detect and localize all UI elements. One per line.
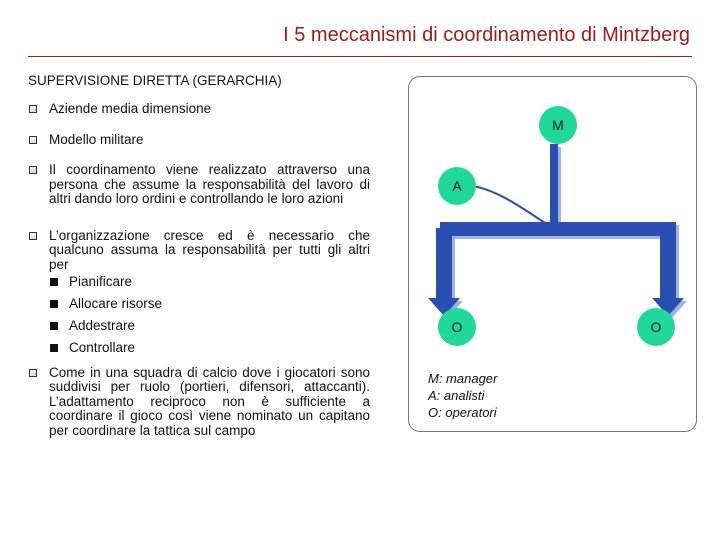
analyst-connector xyxy=(472,186,550,226)
legend-operators: O: operatori xyxy=(428,405,497,420)
bullet-text: Come in una squadra di calcio dove i giocatori sono suddivisi per ruolo (portieri, difensori, attaccanti). L’adattamento reciproco non è sufficiente a coordinare il gioco così viene nominato un capitano per coordinare la tattica sul campo xyxy=(49,364,370,438)
operator-node-right: O xyxy=(637,308,675,346)
manager-stem xyxy=(550,144,558,228)
analyst-node: A xyxy=(438,167,476,205)
diagram-legend xyxy=(428,370,497,421)
sub-bullet-text: Controllare xyxy=(69,340,136,355)
sub-bullet-text: Allocare risorse xyxy=(69,296,163,311)
section-heading: SUPERVISIONE DIRETTA (GERARCHIA) xyxy=(28,73,282,88)
slide-title: I 5 meccanismi di coordinamento di Mintzberg xyxy=(283,24,690,46)
left-arrow-shaft xyxy=(436,228,452,302)
manager-node: M xyxy=(539,106,577,144)
bullet-text: Aziende media dimensione xyxy=(49,101,212,116)
horizontal-bar xyxy=(440,222,676,236)
right-arrow-shaft xyxy=(660,228,676,302)
bullet-text: L’organizzazione cresce ed è necessario che qualcuno assuma la responsabilità per tutti gli altri per xyxy=(49,227,370,272)
bullet-text: Modello militare xyxy=(49,131,144,147)
sub-bullet-text: Pianificare xyxy=(69,274,133,289)
legend-analysts: A: analisti xyxy=(428,388,485,403)
legend-manager: M: manager xyxy=(428,371,498,386)
bullet-text: Il coordinamento viene realizzato attraverso una persona che assume la responsabilità del lavoro di altri dando loro ordini e controllando le loro azioni xyxy=(49,162,370,206)
sub-bullet-text: Addestrare xyxy=(69,318,136,333)
operator-node-left: O xyxy=(438,308,476,346)
